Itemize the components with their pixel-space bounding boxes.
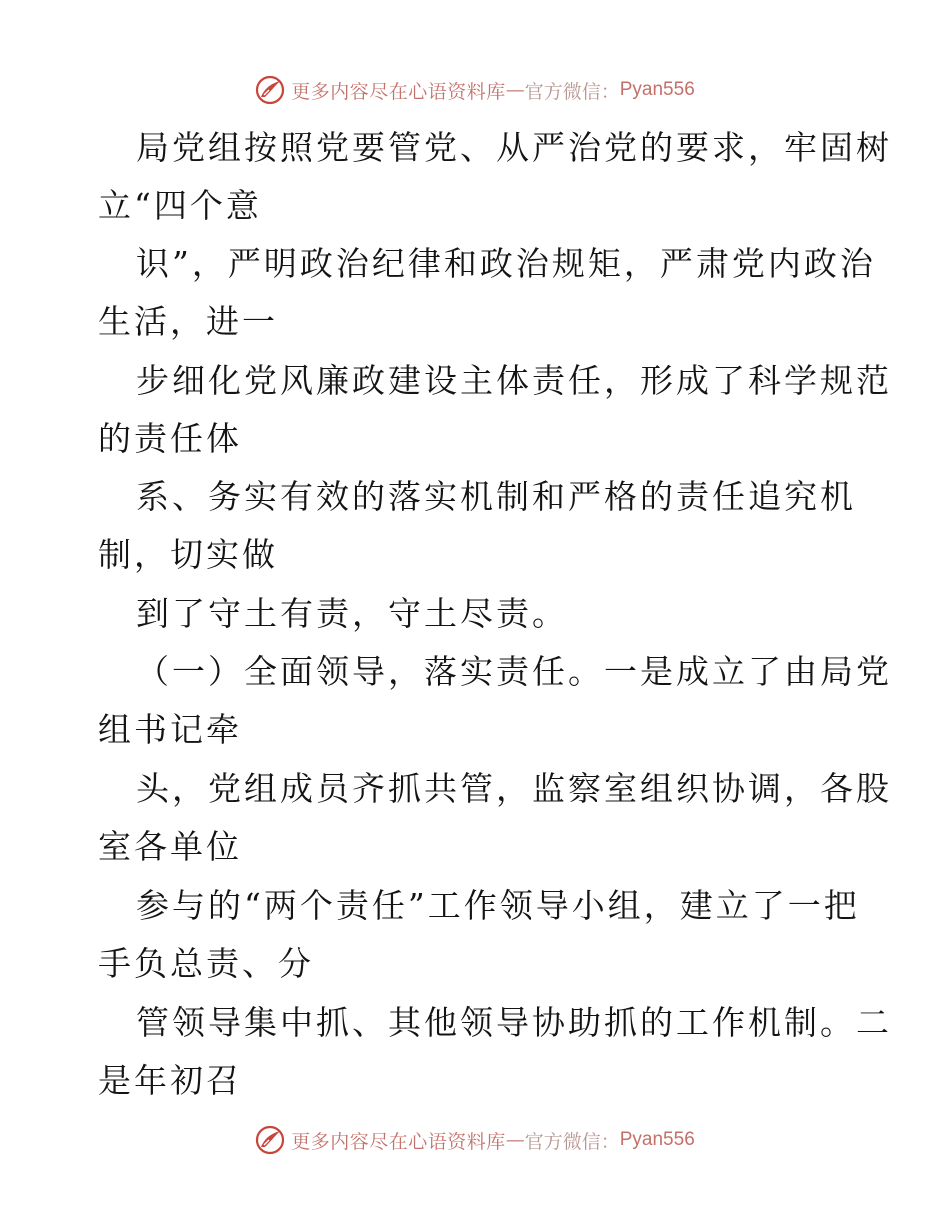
text-line: 参与的“两个责任”工作领导小组，建立了一把 — [136, 886, 860, 925]
pen-logo-icon — [255, 1125, 285, 1155]
watermark-site-text: 更多内容尽在心语资料库 — [291, 1130, 506, 1153]
text-line: 识”，严明政治纪律和政治规矩，严肃党内政治 — [136, 244, 876, 283]
text-line: 手负总责、分 — [98, 944, 314, 983]
watermark-site-text: 更多内容尽在心语资料库 — [291, 80, 506, 103]
pen-logo-icon — [255, 75, 285, 105]
watermark-official-text: 官方微信： — [524, 1130, 620, 1153]
text-line: （一）全面领导，落实责任。一是成立了由局党 — [136, 652, 892, 691]
watermark-official-text: 官方微信： — [524, 80, 620, 103]
watermark-wechat-id: Pyan556 — [619, 79, 695, 100]
text-line: 室各单位 — [98, 827, 242, 866]
footer-watermark — [0, 1122, 950, 1158]
watermark-wechat-id: Pyan556 — [619, 1129, 695, 1150]
text-line: 的责任体 — [98, 419, 242, 458]
watermark-dash: — — [505, 79, 525, 101]
text-line: 系、务实有效的落实机制和严格的责任追究机 — [136, 477, 856, 516]
text-line: 到了守土有责，守土尽责。 — [136, 594, 568, 633]
text-line: 步细化党风廉政建设主体责任，形成了科学规范 — [136, 361, 892, 400]
text-line: 管领导集中抓、其他领导协助抓的工作机制。二 — [136, 1003, 892, 1042]
text-line: 组书记牵 — [98, 710, 242, 749]
header-watermark — [0, 72, 950, 108]
text-line: 生活，进一 — [98, 302, 278, 341]
text-line: 立“四个意 — [98, 186, 262, 225]
text-line: 头，党组成员齐抓共管，监察室组织协调，各股 — [136, 769, 892, 808]
text-line: 是年初召 — [98, 1061, 242, 1100]
text-line: 局党组按照党要管党、从严治党的要求，牢固树 — [136, 128, 892, 167]
watermark-dash: — — [505, 1129, 525, 1151]
text-line: 制，切实做 — [98, 535, 278, 574]
